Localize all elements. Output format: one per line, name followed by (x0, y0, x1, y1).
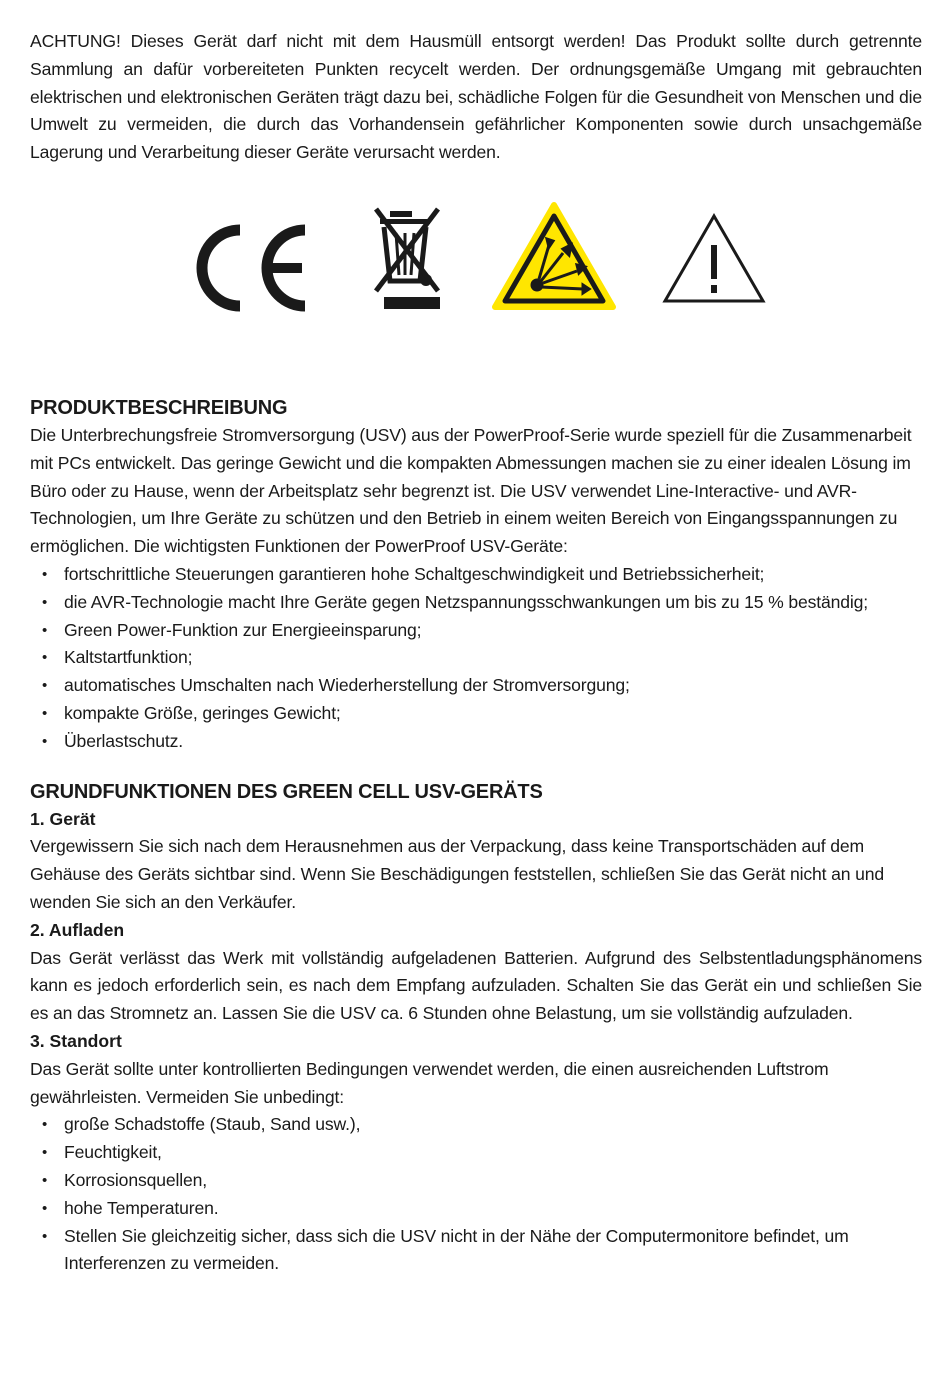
ce-mark-icon (180, 218, 330, 323)
list-item: • automatisches Umschalten nach Wiederherstellung der Stromversorgung; (42, 672, 922, 700)
location-subheading: 3. Standort (30, 1030, 122, 1051)
list-item: • Stellen Sie gleichzeitig sicher, dass sich die USV nicht in der Nähe der Computermonitore befindet, um Interferenzen zu vermeiden. (42, 1223, 922, 1279)
list-item: • Korrosionsquellen, (42, 1167, 922, 1195)
list-item: • hohe Temperaturen. (42, 1195, 922, 1223)
list-item: • Green Power-Funktion zur Energieeinsparung; (42, 617, 922, 645)
list-item: • Überlastschutz. (42, 728, 922, 756)
list-item: • kompakte Größe, geringes Gewicht; (42, 700, 922, 728)
product-description-heading: PRODUKTBESCHREIBUNG (30, 396, 288, 419)
charging-subheading: 2. Aufladen (30, 919, 125, 940)
explosive-hazard-icon (491, 201, 617, 318)
list-item: • fortschrittliche Steuerungen garantieren hohe Schaltgeschwindigkeit und Betriebssicherheit; (42, 561, 922, 589)
avoid-list (30, 1111, 922, 1278)
device-subheading: 1. Gerät (30, 808, 96, 829)
charging-text: Das Gerät verlässt das Werk mit vollständig aufgeladenen Batterien. Aufgrund des Selbstentladungsphänomens kann es jedoch erforderlich sein, es nach dem Empfang aufzuladen. Schalten Sie das Gerät ein und schließen Sie es an das Stromnetz an. Lassen Sie die USV ca. 6 Stunden ohne Belastung, um sie vollständig aufzuladen. (30, 947, 922, 1024)
device-text: Vergewissern Sie sich nach dem Herausnehmen aus der Verpackung, dass keine Transportschäden auf dem Gehäuse des Geräts sichtbar sind. Wenn Sie Beschädigungen feststellen, schließen Sie das Gerät nicht an und wenden Sie sich an den Verkäufer. (30, 836, 885, 912)
feature-list (30, 561, 922, 756)
crossed-out-bin-icon (350, 201, 470, 321)
product-description-text: Die Unterbrechungsfreie Stromversorgung (USV) aus der PowerProof-Serie wurde speziell für die Zusammenarbeit mit PCs entwickelt. Das geringe Gewicht und die kompakten Abmessungen machen sie zu einer idealen Lösung im Büro oder zu Hause, wenn der Arbeitsplatz sehr begrenzt ist. Die USV verwendet Line-Interactive- und AVR-Technologien, um Ihre Geräte zu schützen und den Betrieb in einem weiten Bereich von Eingangsspannungen zu ermöglichen. Die wichtigsten Funktionen der PowerProof USV-Geräte: (30, 424, 912, 557)
basic-functions-section (30, 778, 922, 1279)
location-text: Das Gerät sollte unter kontrollierten Bedingungen verwendet werden, die einen ausreichenden Luftstrom gewährleisten. Vermeiden Sie unbedingt: (30, 1058, 829, 1107)
disposal-warning-text: ACHTUNG! Dieses Gerät darf nicht mit dem Hausmüll entsorgt werden! Das Produkt sollte durch getrennte Sammlung an dafür vorbereiteten Punkten recycelt werden. Der ordnungsgemäße Umgang mit gebrauchten elektrischen und elektronischen Geräten trägt dazu bei, schädliche Folgen für die Gesundheit von Menschen und die Umwelt zu vermeiden, die durch das Vorhandensein gefährlicher Komponenten sowie durch unsachgemäße Lagerung und Verarbeitung dieser Geräte verursacht werden. (30, 31, 922, 163)
warning-triangle-icon (660, 211, 768, 312)
list-item: • große Schadstoffe (Staub, Sand usw.), (42, 1111, 922, 1139)
symbols-row (30, 201, 922, 369)
list-item: • Feuchtigkeit, (42, 1139, 922, 1167)
list-item: • Kaltstartfunktion; (42, 644, 922, 672)
basic-functions-heading: GRUNDFUNKTIONEN DES GREEN CELL USV-GERÄTS (30, 780, 543, 803)
list-item: • die AVR-Technologie macht Ihre Geräte gegen Netzspannungsschwankungen um bis zu 15 % beständig; (42, 589, 922, 617)
product-description-section (30, 394, 922, 756)
